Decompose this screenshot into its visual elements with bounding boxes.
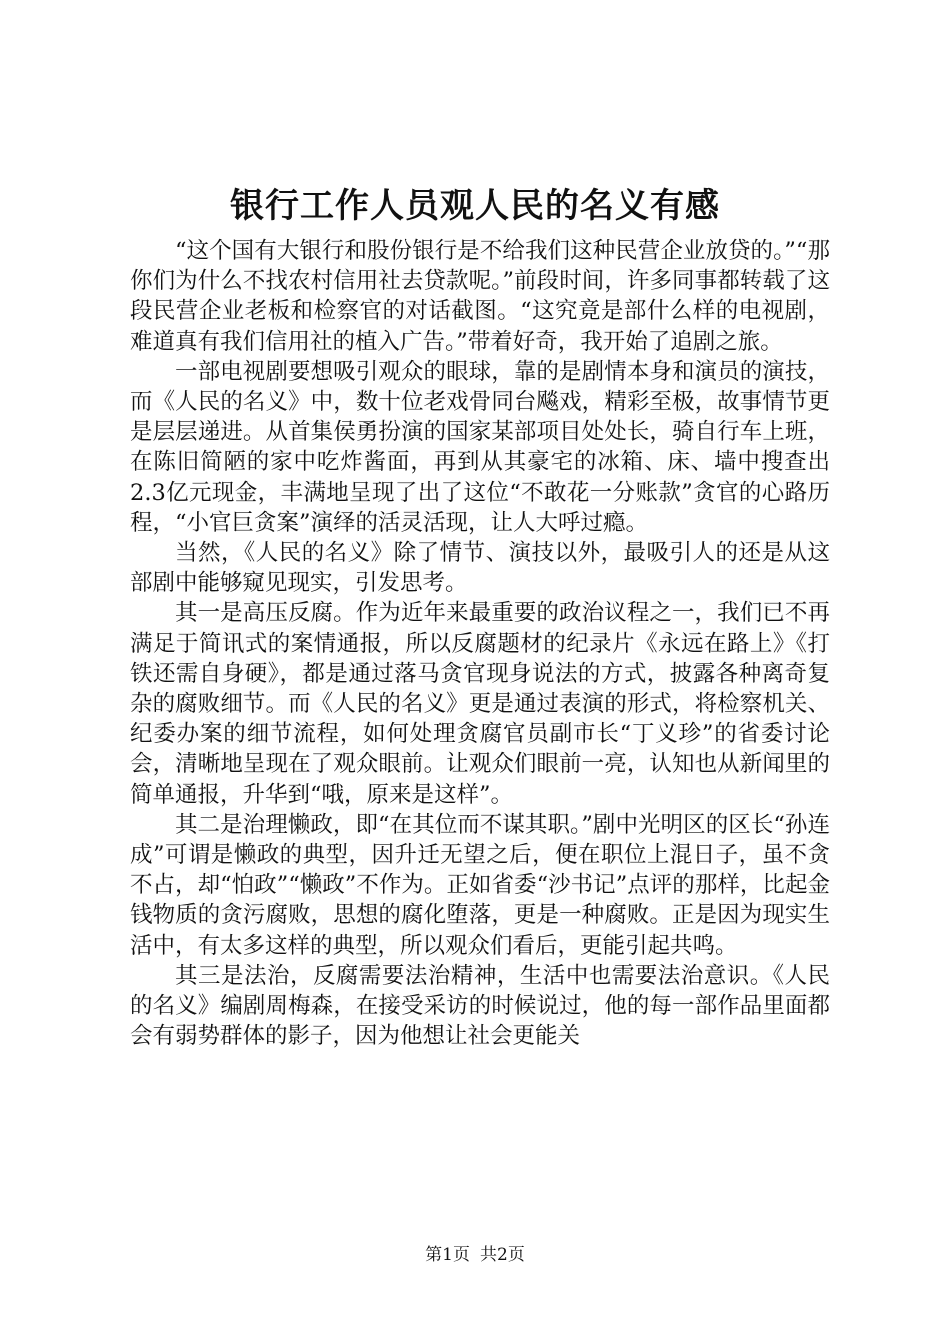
document-body — [130, 236, 830, 1051]
paragraph-3: 当然，《人民的名义》除了情节、演技以外，最吸引人的还是从这部剧中能够窥见现实，引发思考。 — [130, 540, 830, 597]
page-number: 第1页 — [425, 1245, 470, 1265]
paragraph-4: 其一是高压反腐。作为近年来最重要的政治议程之一，我们已不再满足于简讯式的案情通报，所以反腐题材的纪录片《永远在路上》《打铁还需自身硬》，都是通过落马贪官现身说法的方式，披露各种离奇复杂的腐败细节。而《人民的名义》更是通过表演的形式，将检察机关、纪委办案的细节流程，如何处理贪腐官员副市长“丁义珍”的省委讨论会，清晰地呈现在了观众眼前。让观众们眼前一亮，认知也从新闻里的简单通报，升华到“哦，原来是这样”。 — [130, 600, 830, 808]
paragraph-6: 其三是法治，反腐需要法治精神，生活中也需要法治意识。《人民的名义》编剧周梅森，在接受采访的时候说过，他的每一部作品里面都会有弱势群体的影子，因为他想让社会更能关 — [130, 962, 830, 1050]
document-title: 银行工作人员观人民的名义有感 — [230, 186, 720, 226]
paragraph-1: “这个国有大银行和股份银行是不给我们这种民营企业放贷的。”“那你们为什么不找农村信用社去贷款呢。”前段时间，许多同事都转载了这段民营企业老板和检察官的对话截图。“这究竟是部什么样的电视剧，难道真有我们信用社的植入广告。”带着好奇，我开始了追剧之旅。 — [130, 238, 830, 355]
page-total: 共2页 — [480, 1245, 525, 1265]
paragraph-5: 其二是治理懒政，即“在其位而不谋其职。”剧中光明区的区长“孙连成”可谓是懒政的典型，因升迁无望之后，便在职位上混日子，虽不贪不占，却“怕政”“懒政”不作为。正如省委“沙书记”点评的那样，比起金钱物质的贪污腐败，思想的腐化堕落，更是一种腐败。正是因为现实生活中，有太多这样的典型，所以观众们看后，更能引起共鸣。 — [130, 811, 830, 959]
paragraph-2: 一部电视剧要想吸引观众的眼球，靠的是剧情本身和演员的演技，而《人民的名义》中，数十位老戏骨同台飚戏，精彩至极，故事情节更是层层递进。从首集侯勇扮演的国家某部项目处处长，骑自行车上班，在陈旧简陋的家中吃炸酱面，再到从其豪宅的冰箱、床、墙中搜查出2.3亿元现金，丰满地呈现了出了这位“不敢花一分账款”贪官的心路历程，“小官巨贪案”演绎的活灵活现，让人大呼过瘾。 — [130, 358, 830, 536]
page-footer — [0, 1244, 950, 1266]
